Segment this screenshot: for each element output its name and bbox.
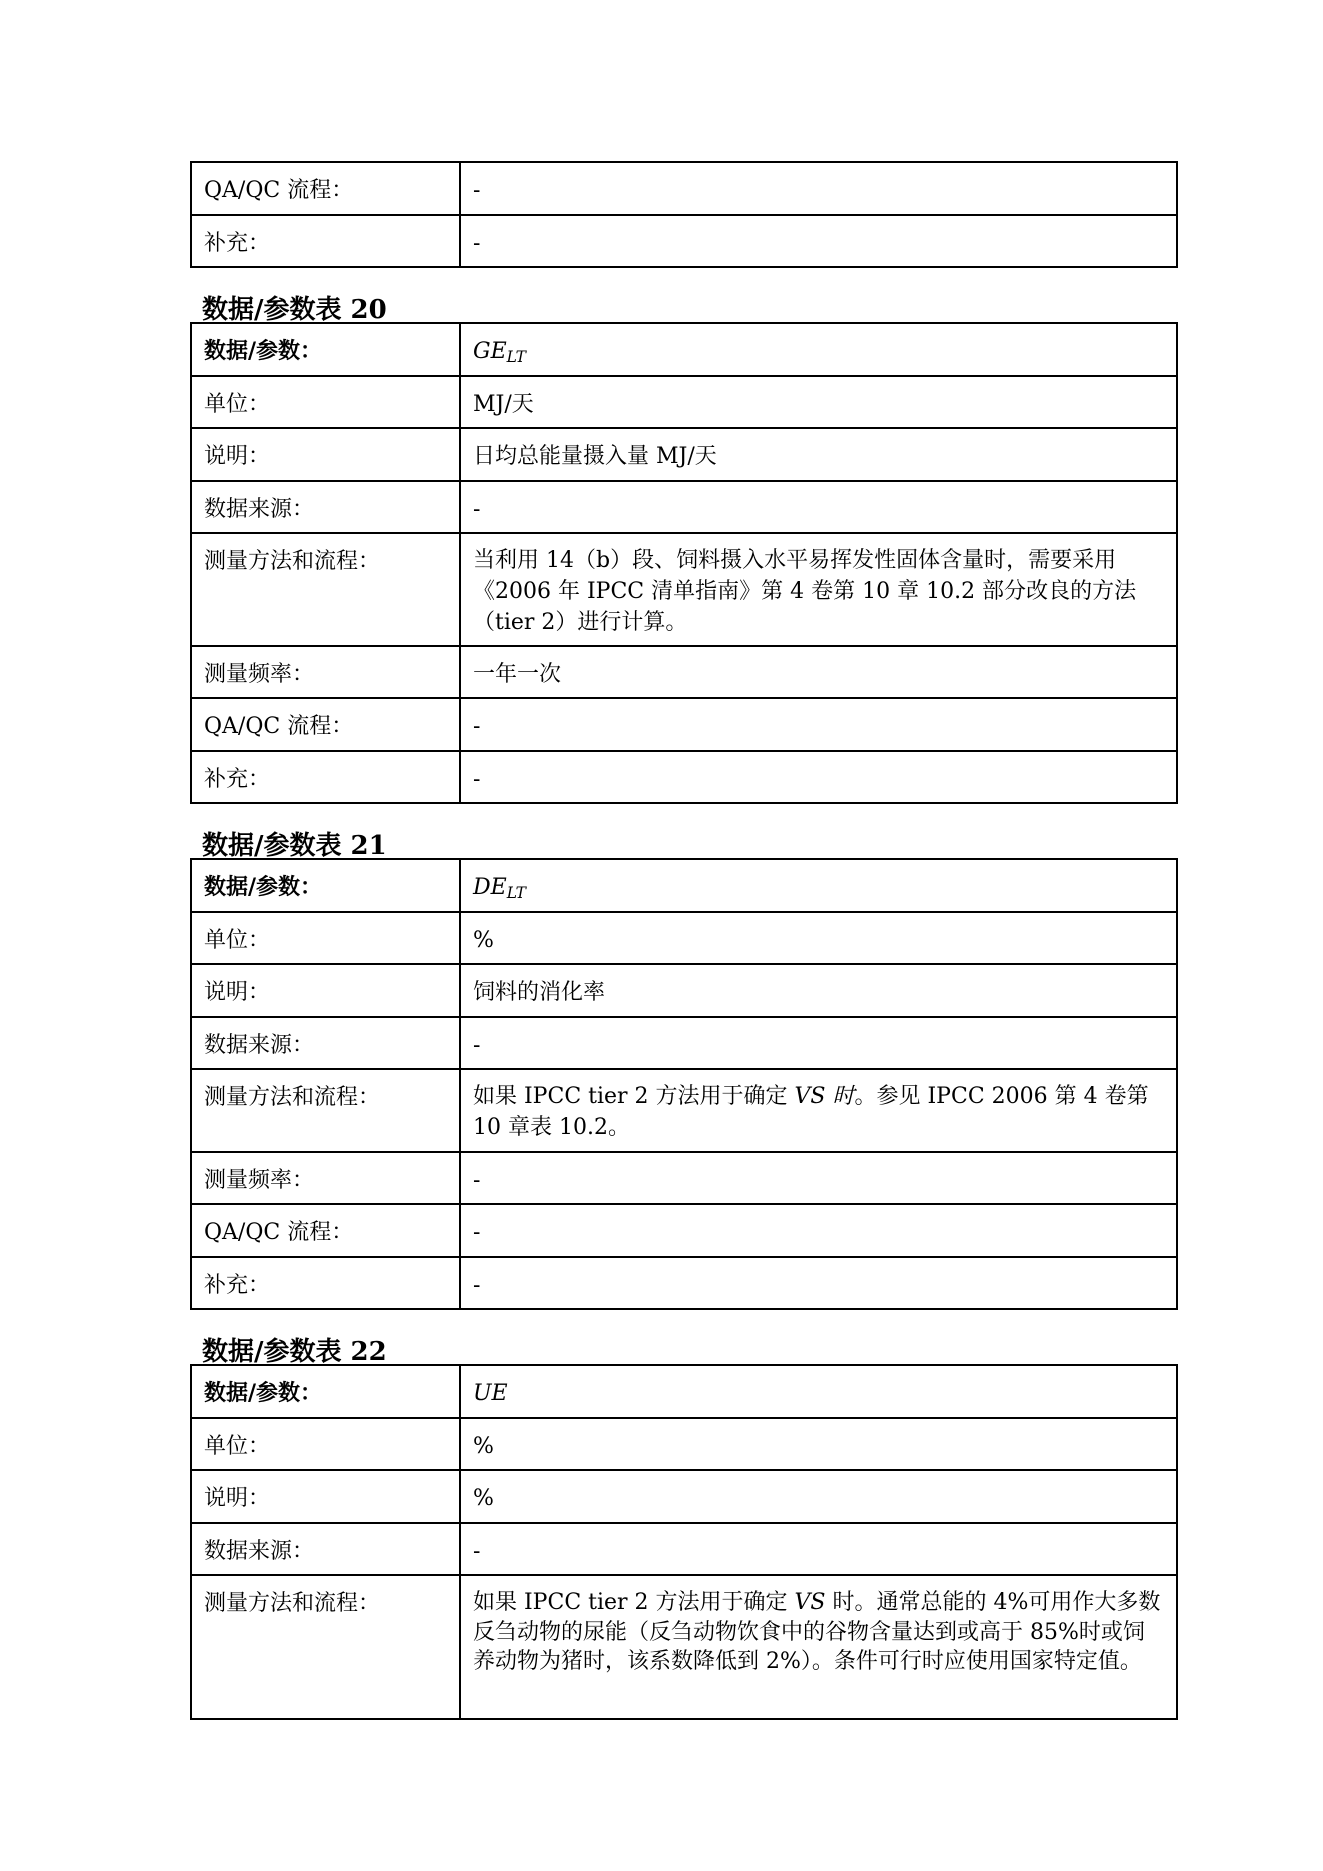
row-value: - xyxy=(460,1523,1177,1575)
row-label: 说明： xyxy=(191,964,460,1017)
row-value: - xyxy=(460,751,1177,803)
param-symbol: UE xyxy=(460,1365,1177,1418)
table-row xyxy=(191,1523,1177,1575)
row-label: 单位： xyxy=(191,1418,460,1470)
table-row xyxy=(191,646,1177,698)
table-row xyxy=(191,533,1177,646)
row-value: 当利用 14（b）段、饲料摄入水平易挥发性固体含量时，需要采用《2006 年 IPCC 清单指南》第 4 卷第 10 章 10.2 部分改良的方法（tier 2）进行计算。 xyxy=(460,533,1177,646)
row-label: 数据来源： xyxy=(191,1017,460,1069)
row-label: 测量频率： xyxy=(191,1152,460,1204)
row-label: 测量方法和流程： xyxy=(191,533,460,646)
table-row xyxy=(191,1204,1177,1257)
row-value: 一年一次 xyxy=(460,646,1177,698)
row-value: - xyxy=(460,1017,1177,1069)
param-symbol: $DE_{LT}$ xyxy=(460,859,1177,912)
row-label: 数据/参数： xyxy=(191,1365,460,1418)
table-row xyxy=(191,1418,1177,1470)
table-row xyxy=(191,859,1177,912)
row-label: 说明： xyxy=(191,428,460,481)
table-row xyxy=(191,215,1177,267)
row-label: 测量频率： xyxy=(191,646,460,698)
row-label: 数据/参数： xyxy=(191,859,460,912)
row-value: 如果 IPCC tier 2 方法用于确定 VS 时。通常总能的 4%可用作大多数反刍动物的尿能（反刍动物饮食中的谷物含量达到或高于 85%时或饲养动物为猪时，该系数降低到 2%）。条件可行时应使用国家特定值。 xyxy=(460,1575,1177,1719)
section-heading-20: 数据/参数表 20 xyxy=(202,295,387,325)
table-row xyxy=(191,1470,1177,1523)
table-row xyxy=(191,751,1177,803)
table-row xyxy=(191,1365,1177,1418)
row-label: 数据来源： xyxy=(191,481,460,533)
table-row xyxy=(191,162,1177,215)
row-label: 补充： xyxy=(191,751,460,803)
row-value: % xyxy=(460,1470,1177,1523)
row-value: - xyxy=(460,1257,1177,1309)
table-row xyxy=(191,964,1177,1017)
row-label: 补充： xyxy=(191,215,460,267)
row-label: 说明： xyxy=(191,1470,460,1523)
row-label: 测量方法和流程： xyxy=(191,1069,460,1152)
row-value: % xyxy=(460,912,1177,964)
row-value: % xyxy=(460,1418,1177,1470)
row-value: 日均总能量摄入量 MJ/天 xyxy=(460,428,1177,481)
table-row xyxy=(191,698,1177,751)
row-value: - xyxy=(460,698,1177,751)
table-row xyxy=(191,912,1177,964)
table-row xyxy=(191,376,1177,428)
table-row xyxy=(191,1257,1177,1309)
row-label: 单位： xyxy=(191,376,460,428)
row-value: MJ/天 xyxy=(460,376,1177,428)
row-value: - xyxy=(460,215,1177,267)
table-row xyxy=(191,481,1177,533)
param-table-19-fragment xyxy=(190,161,1178,268)
row-label: 测量方法和流程： xyxy=(191,1575,460,1719)
param-table-22 xyxy=(190,1364,1178,1720)
row-value: - xyxy=(460,481,1177,533)
row-label: 数据来源： xyxy=(191,1523,460,1575)
table-row xyxy=(191,323,1177,376)
row-value: - xyxy=(460,162,1177,215)
row-label: QA/QC 流程： xyxy=(191,162,460,215)
table-row xyxy=(191,1575,1177,1719)
row-label: 单位： xyxy=(191,912,460,964)
table-row xyxy=(191,1152,1177,1204)
table-row xyxy=(191,1069,1177,1152)
row-label: QA/QC 流程： xyxy=(191,1204,460,1257)
row-label: 数据/参数： xyxy=(191,323,460,376)
row-value: 饲料的消化率 xyxy=(460,964,1177,1017)
row-label: QA/QC 流程： xyxy=(191,698,460,751)
param-symbol: $GE_{LT}$ xyxy=(460,323,1177,376)
row-label: 补充： xyxy=(191,1257,460,1309)
row-value: - xyxy=(460,1152,1177,1204)
section-heading-22: 数据/参数表 22 xyxy=(202,1337,387,1367)
row-value: - xyxy=(460,1204,1177,1257)
param-table-20 xyxy=(190,322,1178,804)
table-row xyxy=(191,1017,1177,1069)
section-heading-21: 数据/参数表 21 xyxy=(202,831,387,861)
param-table-21 xyxy=(190,858,1178,1310)
table-row xyxy=(191,428,1177,481)
row-value: 如果 IPCC tier 2 方法用于确定 VS 时。参见 IPCC 2006 第 4 卷第 10 章表 10.2。 xyxy=(460,1069,1177,1152)
